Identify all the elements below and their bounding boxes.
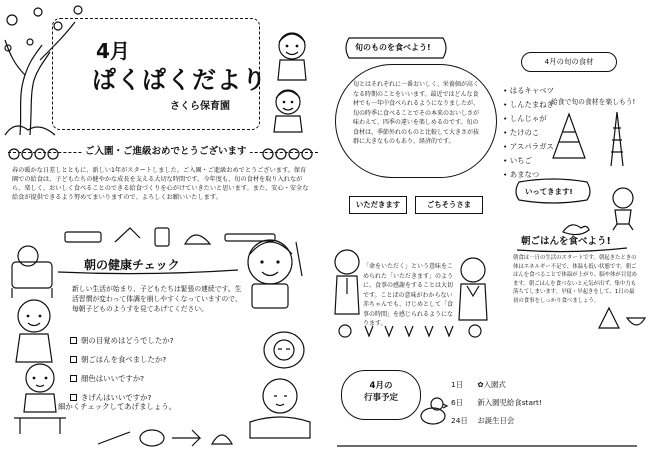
faces-row-icon: [8, 147, 68, 161]
checkbox[interactable]: [70, 394, 77, 401]
schedule-item: 6日 新入園児給食start!: [451, 398, 542, 407]
greeting-heading: ご入園・ご進級おめでとうございます: [82, 146, 250, 158]
food-item: • アスパラガス: [503, 142, 554, 151]
waking-child-illustration: [244, 372, 314, 442]
itadakimasu-label: いただきます: [355, 200, 401, 209]
health-check-list: [70, 336, 260, 412]
bamboo-shoot-icon: [549, 112, 589, 162]
checklist-item: 朝の目覚めはどうでしたか?: [70, 336, 260, 346]
newsletter-month: 4月: [96, 39, 130, 63]
food-item: • しんたまねぎ: [503, 100, 555, 109]
children-illustration: [262, 24, 322, 134]
toddler-illustration: [8, 296, 60, 366]
food-item: • いちご: [503, 156, 532, 165]
checkbox[interactable]: [70, 375, 77, 382]
breakfast-paragraph: 朝食は一日の生活のスタートです。朝起きたときの体はエネルギー不足で、体温も低い状態です。朝ごはんを食べることで体温が上がり、脳や体が目覚めます。朝ごはんを食べないと元気が出ず、集中力も落ちてしまいます。早寝・早起きをして、1日の最初の食事をしっかり食べましょう。: [513, 255, 637, 304]
checkbox[interactable]: [70, 356, 77, 363]
flower-icon: ✿: [477, 380, 484, 389]
health-check-paragraph: 新しい生活が始まり、子どもたちは緊張の連続です。生活習慣が変わって体調を崩しやすくなっていますので、毎朝子どものようすを見てあげてください。: [72, 285, 242, 313]
school-name: さくら保育園: [170, 101, 230, 112]
gochisousama-label: ごちそうさま: [426, 200, 472, 209]
foods-note: 給食で旬の食材を楽しもう!: [551, 98, 636, 106]
sleeping-child-illustration: [8, 240, 58, 300]
tableware-row-illustration: [335, 322, 485, 340]
seasonal-paragraph: 旬とはそれぞれに一番おいしく、栄養価が高くなる時期のことをいいます。最近ではどんな食材でも一年中食べられるようになりましたが、旬の時季に食べることでその本来のおいしさが味わえて、四季の違いを楽しめるのです。旬の食材は、季節外れのものと比較して大きさが抜群に大きなものもあり、経済的です。: [353, 81, 480, 145]
checkbox[interactable]: [70, 337, 77, 344]
eating-child-illustration: [12, 360, 68, 436]
sleepy-face-bubble: [262, 330, 308, 374]
checklist-item: 朝ごはんを食べましたか?: [70, 355, 260, 365]
meal-tray-illustration: [597, 306, 647, 336]
health-check-heading: 朝の健康チェック: [84, 258, 180, 272]
newsletter-title: ぱくぱくだより: [92, 66, 267, 94]
itadakimasu-paragraph: 「命をいただく」という意味をこめられた「いただきます」のように、食事の感謝をすることは大切です。ことばの意味がわからない赤ちゃんでも、けじめとして「食事の時間」を感じられるようになります。: [363, 263, 454, 327]
girl-toothbrush-illustration: [240, 232, 310, 312]
food-item: • あまなつ: [503, 170, 540, 179]
vegetables-row-illustration: [90, 424, 240, 450]
child-with-bib-illustration: [453, 256, 493, 328]
schedule-title: 4月の 行事予定: [363, 381, 398, 403]
food-item: • しんじゃが: [503, 114, 547, 123]
foods-heading: 4月の旬の食材: [544, 57, 594, 66]
bird-icon: [561, 218, 591, 238]
breakfast-heading: 朝ごはんを食べよう!: [521, 236, 611, 247]
asparagus-icon: [605, 110, 629, 170]
checklist-item: 顔色はいいですか?: [70, 374, 260, 384]
grass-border: [337, 440, 637, 452]
faces-row-icon: [262, 147, 322, 161]
duck-icon: [417, 396, 447, 426]
breakfast-bubble: いってきます!: [525, 187, 573, 196]
praying-hands-illustration: [329, 248, 365, 318]
checklist-item: きげんはいいですか?: [70, 393, 260, 403]
walking-child-illustration: [603, 186, 643, 230]
schedule-item: 1日 ✿入園式: [451, 380, 506, 389]
right-page: [325, 0, 650, 459]
health-check-closing: 細かくチェックしてあげましょう。: [58, 402, 177, 411]
seasonal-heading: 旬のものを食べよう!: [355, 43, 431, 52]
food-item: • たけのこ: [503, 128, 540, 137]
schedule-list: [451, 376, 641, 430]
food-item: • はるキャベツ: [503, 86, 555, 95]
greeting-paragraph: 春の暖かな日差しとともに、新しい1年がスタートしました。ご入園・ご進級おめでとうございます。保育園での給食は、子どもたちの健やかな成長を支える大切な時間です。今年度も、旬の食材を取り入れながら、楽しく、おいしく食べることのできる給食づくりを心がけていきたいと思います。また、安心・安全な給食が提供できるよう努めてまいりますので、よろしくお願いいたします。: [12, 167, 309, 201]
schedule-item: 24日 お誕生日会: [451, 416, 515, 425]
